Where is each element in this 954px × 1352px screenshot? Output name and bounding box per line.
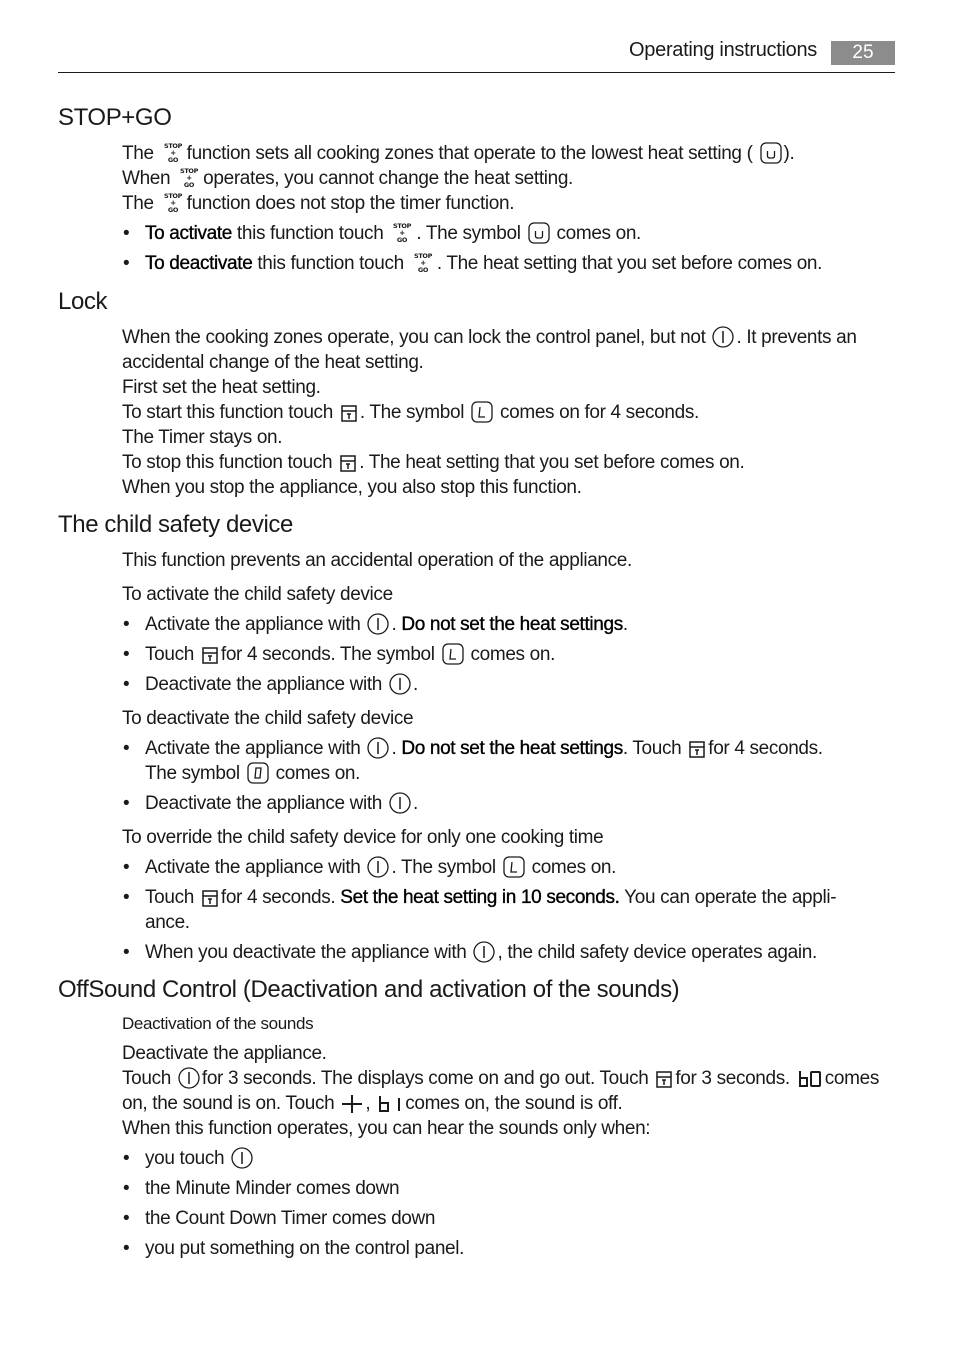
on-off-icon: [367, 856, 389, 878]
stop-go-icon: [161, 192, 185, 214]
list-item: • Touch for 4 seconds. Set the heat setting in 10 seconds. You can operate the appli- ance.: [122, 885, 897, 935]
lock-section: When the cooking zones operate, you can lock the control panel, but not . It prevents an accidental change of the heat setting. First set the heat setting. To start this function touch . The symbol comes on for 4 seconds. The Timer stays on. To stop this function touch . The heat setting that you set before comes on. When you stop the appliance, you also stop this function.: [122, 327, 857, 498]
svg-text:+: +: [420, 259, 426, 267]
svg-text:GO: GO: [397, 236, 408, 244]
b-display-icon: [377, 1094, 391, 1114]
list-item: • To deactivate this function touch STOP + GO . The heat setting that you set before comes on.: [122, 251, 897, 276]
zero-symbol-icon: [247, 762, 269, 784]
on-off-icon: [178, 1067, 200, 1089]
on-off-icon: [473, 941, 495, 963]
lock-key-icon: [201, 645, 219, 665]
svg-text:STOP: STOP: [163, 142, 182, 150]
stop-go-icon: [411, 252, 435, 274]
heat-setting-u-icon: [528, 222, 550, 244]
sub-heading: To deactivate the child safety device: [122, 708, 414, 729]
on-off-icon: [389, 673, 411, 695]
section-title: Operating instructions: [629, 39, 817, 61]
sub-heading: Deactivation of the sounds: [122, 1014, 314, 1033]
svg-text:+: +: [169, 149, 176, 157]
stop-go-icon: [161, 142, 185, 164]
on-off-icon: [367, 737, 389, 759]
on-off-icon: [712, 326, 734, 348]
svg-text:STOP: STOP: [393, 222, 412, 230]
list-item: • you touch: [122, 1146, 897, 1171]
list-item: • Activate the appliance with . Do not set the heat settings. Touch for 4 seconds. The symbol comes on.: [122, 736, 897, 786]
plus-icon: [341, 1094, 363, 1114]
lock-key-icon: [688, 739, 706, 759]
list-item: • Activate the appliance with . The symbol comes on.: [122, 855, 897, 880]
heading-child-safety: The child safety device: [58, 511, 293, 538]
lock-key-icon: [201, 888, 219, 908]
svg-text:+: +: [169, 199, 176, 207]
lock-key-icon: [655, 1069, 673, 1089]
svg-text:GO: GO: [167, 206, 178, 214]
svg-text:GO: GO: [417, 266, 428, 274]
list-item: • Activate the appliance with . Do not set the heat settings.: [122, 612, 897, 637]
bar-display-icon: [395, 1094, 403, 1114]
list-item: • Deactivate the appliance with .: [122, 791, 897, 816]
b0-display-icon: [797, 1069, 823, 1089]
svg-text:GO: GO: [167, 156, 178, 164]
heading-lock: Lock: [58, 288, 108, 315]
list-item: • the Count Down Timer comes down: [122, 1206, 897, 1231]
stop-go-icon: [177, 167, 201, 189]
stop-go-section: The STOP + GO function sets all cooking zones that operate to the lowest heat setting ( ). When STOP + GO operates, you cannot change the heat setting. The STOP + GO function does not stop the timer function. • To activate this function touch STOP + GO . The symbol comes on. • To deactivate this function touch STOP + GO . The heat setting that you set before comes on.: [122, 141, 897, 276]
lock-symbol-l-icon: [471, 401, 493, 423]
svg-text:GO: GO: [184, 181, 195, 189]
svg-text:STOP: STOP: [413, 252, 432, 260]
list-item: • the Minute Minder comes down: [122, 1176, 897, 1201]
sub-heading: To activate the child safety device: [122, 584, 393, 605]
on-off-icon: [231, 1147, 253, 1169]
heat-setting-u-icon: [760, 142, 782, 164]
page-number: 25: [831, 41, 895, 65]
svg-text:+: +: [399, 229, 406, 237]
child-safety-section: This function prevents an accidental operation of the appliance. To activate the child safety device • Activate the appliance with . Do not set the heat settings. • Touch for 4 seconds. The symbol comes on. • Deactivate the appliance with . To deactivate the child safety device • Activate the appliance with . Do not set the heat settings. Touch for 4 seconds. The symbol comes on. • Deactivate the appliance with . To override the child safety device for only one cooking time • Activate the appliance with . The symbol comes on. • Touch for 4 seconds. Set the heat setting in 10 seconds. You can operate the appli- ance. • When you deactivate the appliance with , the child safety device operates again.: [122, 548, 897, 965]
svg-text:STOP: STOP: [163, 192, 182, 200]
lock-symbol-l-icon: [442, 643, 464, 665]
list-item: • When you deactivate the appliance with , the child safety device operates again.: [122, 940, 897, 965]
lock-symbol-l-icon: [503, 856, 525, 878]
heading-offsound: OffSound Control (Deactivation and activation of the sounds): [58, 976, 680, 1003]
page-header: [58, 38, 895, 73]
list-item: • Deactivate the appliance with .: [122, 672, 897, 697]
sub-heading: To override the child safety device for only one cooking time: [122, 827, 604, 848]
heading-stop-go: STOP+GO: [58, 104, 172, 131]
lock-key-icon: [340, 403, 358, 423]
lock-key-icon: [339, 453, 357, 473]
list-item: • you put something on the control panel.: [122, 1236, 897, 1261]
stop-go-icon: [390, 222, 414, 244]
on-off-icon: [367, 613, 389, 635]
on-off-icon: [389, 792, 411, 814]
offsound-section: Deactivation of the sounds Deactivate the appliance. Touch for 3 seconds. The displays come on and go out. Touch for 3 seconds. comes on, the sound is on. Touch , comes on, the sound is off. When this function operates, you can hear the sounds only when: • you touch • the Minute Minder comes down • the Count Down Timer comes down • you put something on the control panel.: [122, 1011, 897, 1261]
list-item: • To activate this function touch STOP + GO . The symbol comes on.: [122, 221, 897, 246]
svg-text:+: +: [186, 174, 192, 182]
svg-text:STOP: STOP: [180, 167, 199, 175]
list-item: • Touch for 4 seconds. The symbol comes on.: [122, 642, 897, 667]
